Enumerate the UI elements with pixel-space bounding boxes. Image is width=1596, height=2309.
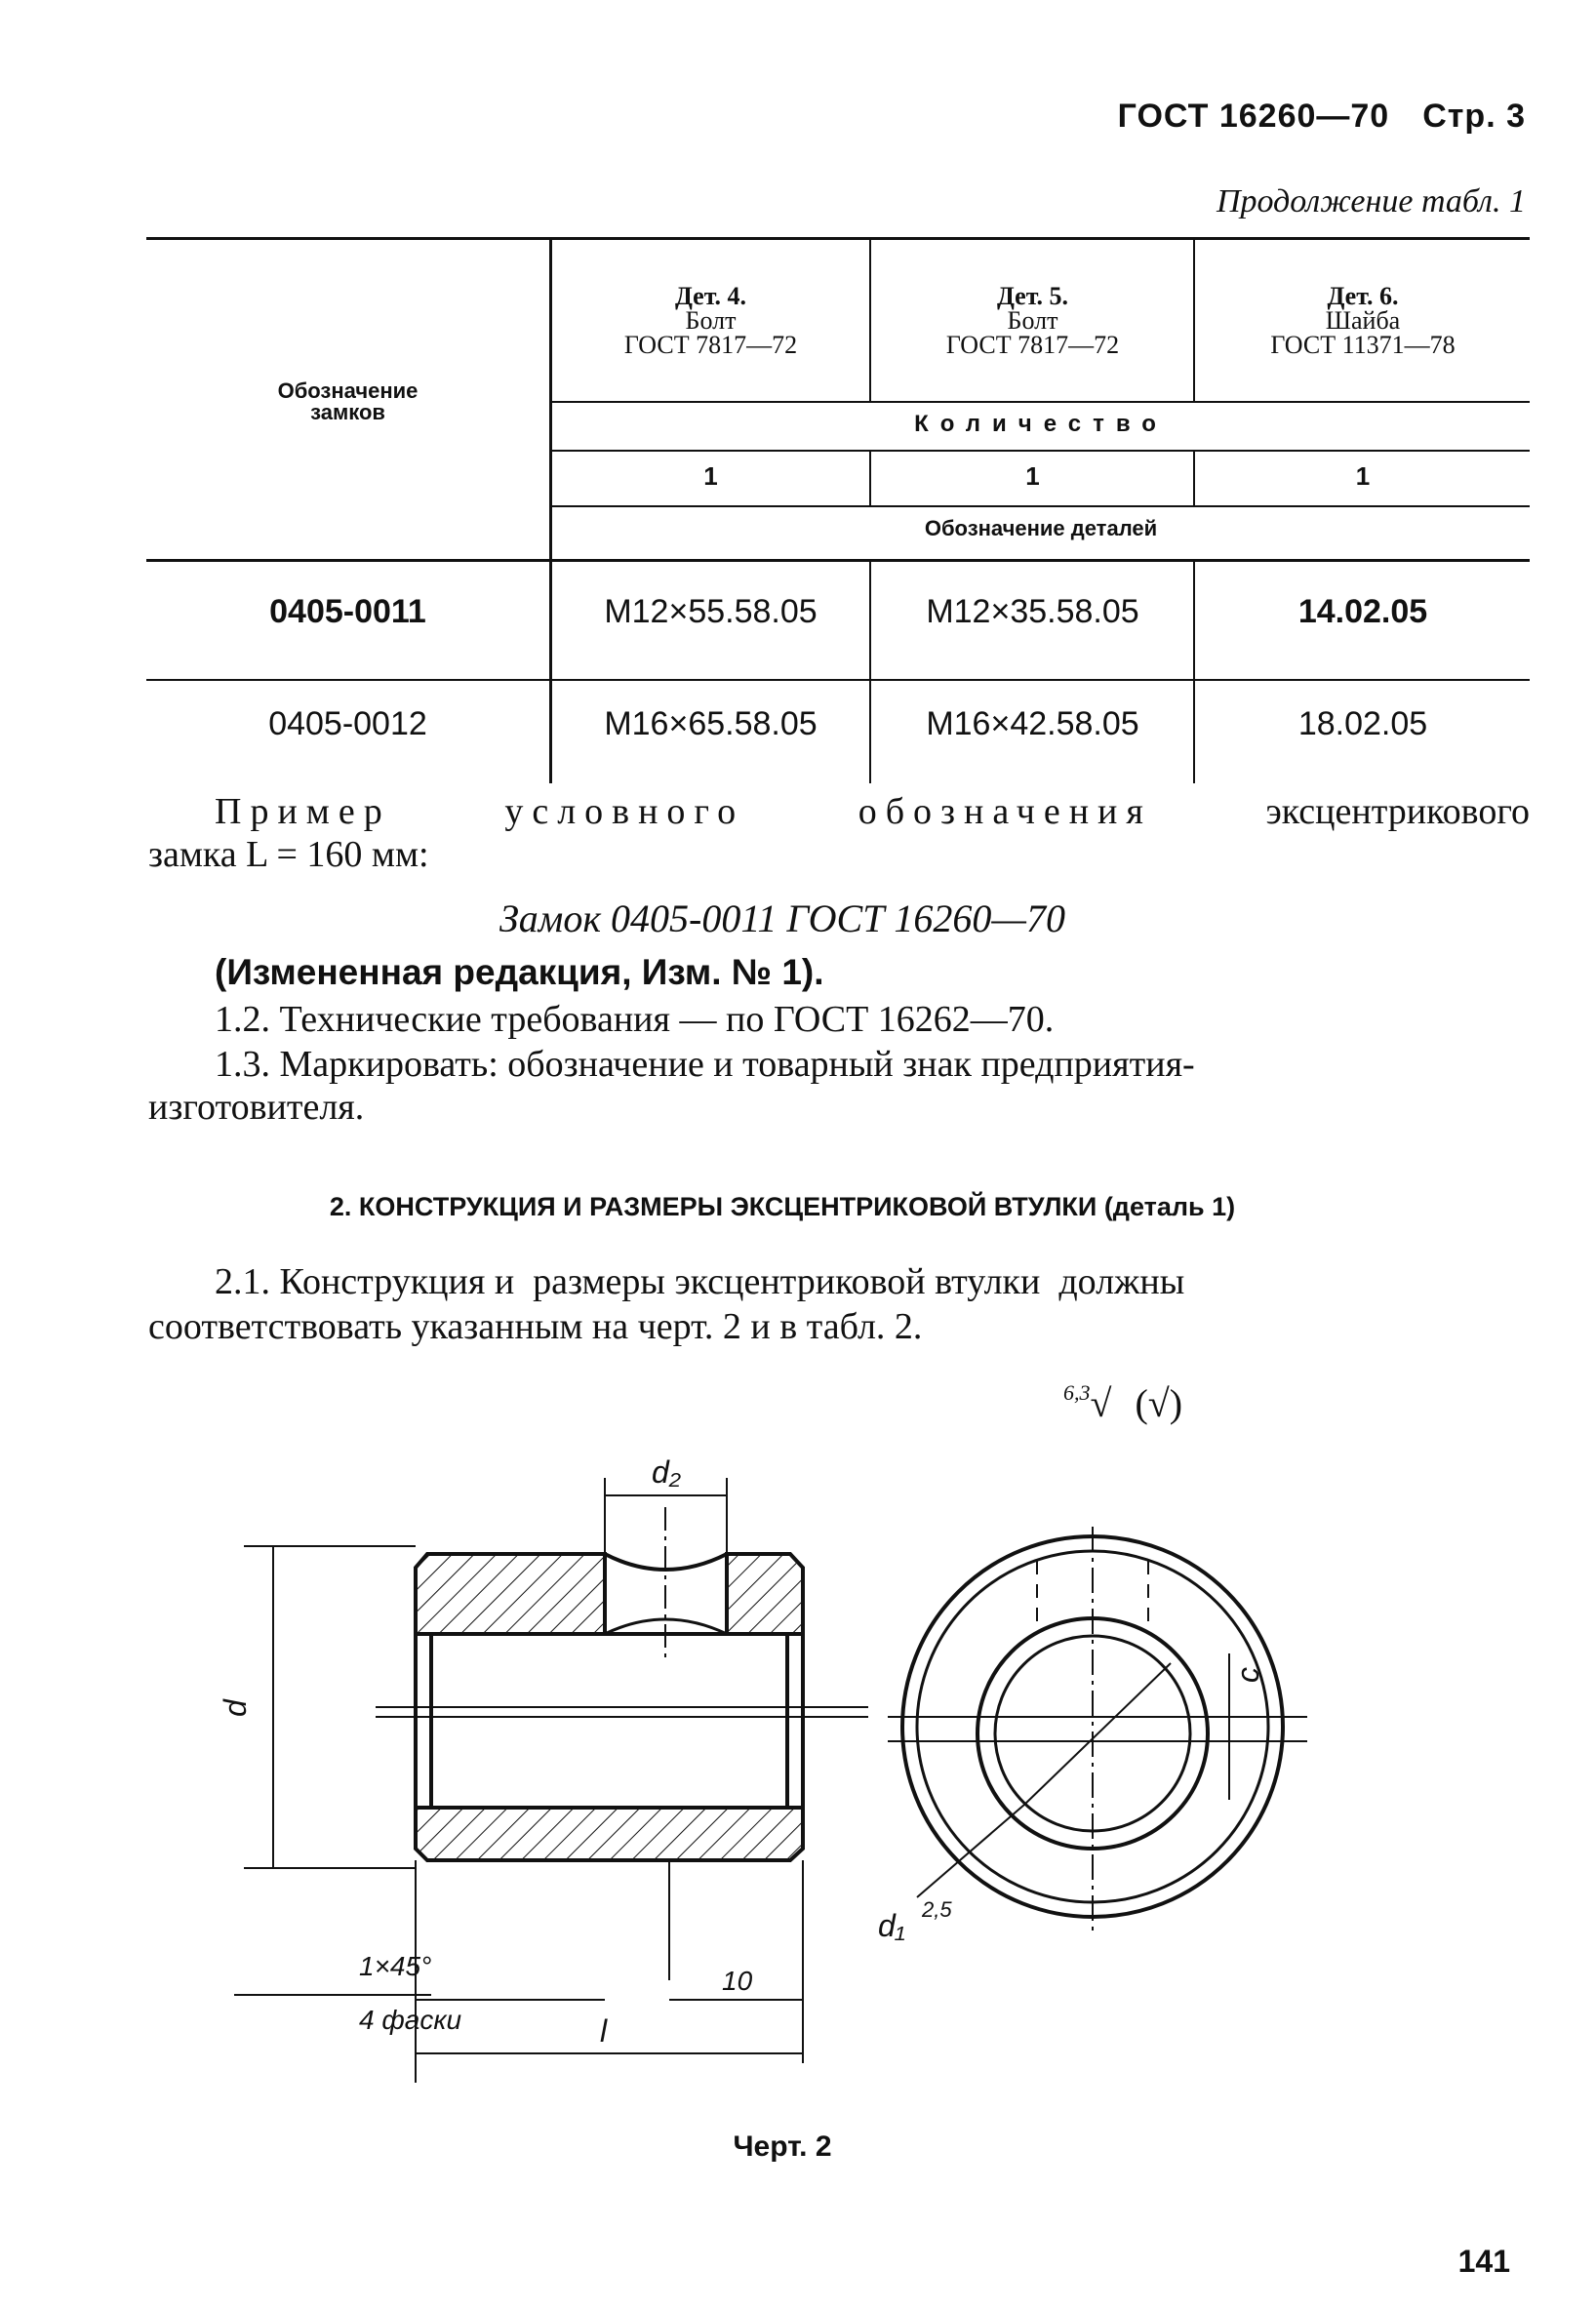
figure-caption: Черт. 2 bbox=[733, 2130, 832, 2163]
det6-header bbox=[1196, 284, 1530, 357]
example-word: Пример bbox=[215, 791, 391, 832]
label-chamfer: 1×45° bbox=[359, 1951, 432, 1981]
label-chamfers: 4 фаски bbox=[359, 2005, 462, 2035]
det5-standard: ГОСТ 7817—72 bbox=[945, 331, 1120, 359]
page-number: 141 bbox=[1457, 2244, 1510, 2279]
item-2-1-line2: соответствовать указанным на черт. 2 и в табл. 2. bbox=[148, 1306, 923, 1347]
table-row-code: 0405-0011 bbox=[269, 593, 426, 630]
det4-standard: ГОСТ 7817—72 bbox=[623, 331, 798, 359]
det5-header bbox=[872, 284, 1193, 357]
example-designation: Замок 0405-0011 ГОСТ 16260—70 bbox=[499, 896, 1065, 940]
det6-title: Дет. 6. bbox=[1327, 282, 1399, 310]
det6-name: Шайба bbox=[1325, 306, 1401, 335]
quantity-det4: 1 bbox=[703, 461, 718, 491]
table-row-det5: М16×42.58.05 bbox=[926, 705, 1139, 742]
table-row-det6: 14.02.05 bbox=[1297, 593, 1428, 630]
checkmark-icon: √ bbox=[1090, 1381, 1112, 1425]
quantity-det6: 1 bbox=[1355, 461, 1371, 491]
table-row-det4: М12×55.58.05 bbox=[604, 593, 818, 630]
example-word: эксцентрикового bbox=[1265, 791, 1530, 832]
quantity-label: Количество bbox=[914, 411, 1168, 437]
det4-header bbox=[552, 284, 869, 357]
designation-header bbox=[146, 380, 549, 423]
roughness-value: 6,3 bbox=[1063, 1380, 1091, 1405]
roughness-mark bbox=[1063, 1380, 1182, 1426]
section-2-title: 2. КОНСТРУКЦИЯ И РАЗМЕРЫ ЭКСЦЕНТРИКОВОЙ ВТУЛКИ (деталь 1) bbox=[329, 1192, 1236, 1221]
example-line2: замка L = 160 мм: bbox=[148, 834, 429, 875]
label-l: l bbox=[600, 2013, 608, 2049]
table-continuation-note: Продолжение табл. 1 bbox=[1216, 183, 1526, 219]
page-label: Стр. 3 bbox=[1422, 98, 1526, 135]
label-rough2: 2,5 bbox=[922, 1897, 952, 1922]
label-d1: d₁ bbox=[878, 1908, 905, 1943]
label-ten: 10 bbox=[722, 1966, 753, 1996]
example-line1 bbox=[148, 790, 1530, 833]
example-word: обозначения bbox=[858, 791, 1152, 832]
bushing-drawing bbox=[218, 1454, 1395, 2131]
table-row-det5: М12×35.58.05 bbox=[926, 593, 1139, 630]
page-header bbox=[1085, 98, 1526, 136]
table-row-code: 0405-0012 bbox=[268, 705, 427, 742]
bushing-end-view bbox=[888, 1527, 1307, 1936]
item-1-2: 1.2. Технические требования — по ГОСТ 16262—70. bbox=[215, 999, 1055, 1040]
det6-standard: ГОСТ 11371—78 bbox=[1270, 331, 1456, 359]
designation-header-line2: замков bbox=[310, 400, 385, 424]
part-designation-label: Обозначение деталей bbox=[924, 516, 1158, 540]
label-c: c bbox=[1230, 1667, 1265, 1683]
example-word: условного bbox=[504, 791, 745, 832]
designation-example bbox=[148, 790, 1530, 876]
locks-table bbox=[146, 237, 1530, 783]
det4-title: Дет. 4. bbox=[674, 282, 747, 310]
item-2-1-line1: 2.1. Конструкция и размеры эксцентриковой втулки должны bbox=[215, 1261, 1185, 1302]
item-1-3-line2: изготовителя. bbox=[148, 1087, 365, 1128]
standard-number: ГОСТ 16260—70 bbox=[1117, 98, 1390, 135]
roughness-general: (√) bbox=[1135, 1381, 1183, 1425]
item-1-3-line1: 1.3. Маркировать: обозначение и товарный знак предприятия- bbox=[215, 1044, 1195, 1085]
designation-header-line1: Обозначение bbox=[277, 378, 419, 403]
table-row-det4: М16×65.58.05 bbox=[604, 705, 818, 742]
table-row-det6: 18.02.05 bbox=[1297, 705, 1428, 742]
label-d: d bbox=[218, 1699, 253, 1717]
quantity-det5: 1 bbox=[1025, 461, 1040, 491]
det5-title: Дет. 5. bbox=[996, 282, 1069, 310]
label-d2: d₂ bbox=[652, 1454, 681, 1490]
amendment-note: (Измененная редакция, Изм. № 1). bbox=[215, 952, 824, 992]
det4-name: Болт bbox=[685, 306, 737, 335]
det5-name: Болт bbox=[1007, 306, 1058, 335]
bushing-drawing-svg bbox=[218, 1454, 1395, 2131]
